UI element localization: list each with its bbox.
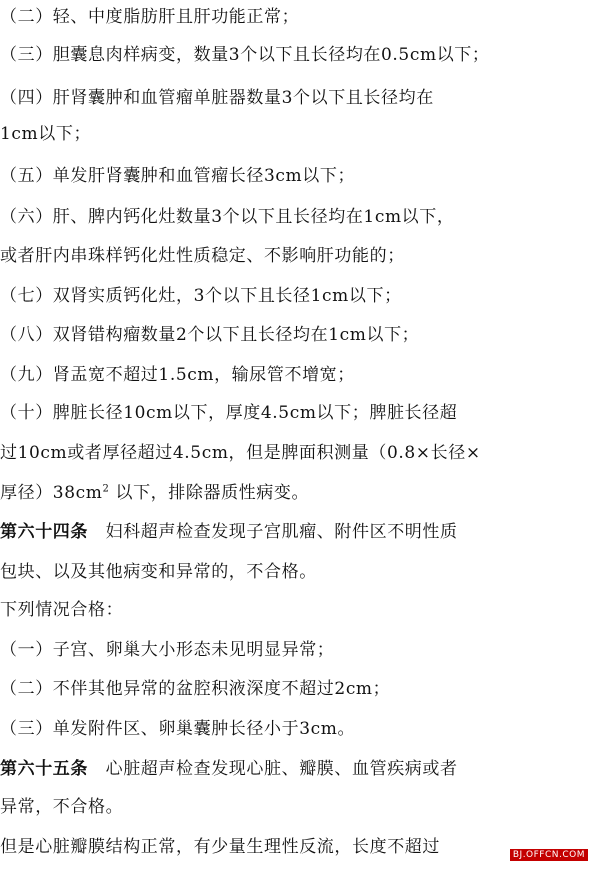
text-line: （六）肝、脾内钙化灶数量3个以下且长径均在1cm以下， bbox=[0, 207, 455, 227]
text-line: （五）单发肝肾囊肿和血管瘤长径3cm以下； bbox=[0, 166, 356, 186]
watermark: BJ.OFFCN.COM bbox=[510, 849, 588, 861]
text-line: （三）胆囊息肉样病变，数量3个以下且长径均在0.5cm以下； bbox=[0, 45, 490, 65]
text-line: 但是心脏瓣膜结构正常，有少量生理性反流，长度不超过 bbox=[0, 837, 440, 857]
page-cut bbox=[0, 861, 594, 871]
text-line: （二）轻、中度脂肪肝且肝功能正常； bbox=[0, 7, 300, 27]
article-text: 心脏超声检查发现心脏、瓣膜、血管疾病或者 bbox=[105, 759, 458, 779]
text-line: 异常，不合格。 bbox=[0, 797, 124, 817]
text-line: （三）单发附件区、卵巢囊肿长径小于3cm。 bbox=[0, 719, 356, 739]
article-text: 妇科超声检查发现子宫肌瘤、附件区不明性质 bbox=[105, 522, 458, 542]
text-fragment: 厚径）38cm bbox=[0, 483, 103, 503]
article-heading-line bbox=[0, 520, 594, 544]
text-line: （二）不伴其他异常的盆腔积液深度不超过2cm； bbox=[0, 679, 391, 699]
text-line: （四）肝肾囊肿和血管瘤单脏器数量3个以下且长径均在 bbox=[0, 88, 434, 108]
article-number: 第六十四条 bbox=[0, 522, 88, 542]
text-line: （九）肾盂宽不超过1.5cm，输尿管不增宽； bbox=[0, 365, 355, 385]
article-heading-line bbox=[0, 757, 594, 781]
text-line: 1cm以下； bbox=[0, 124, 92, 144]
text-line: 下列情况合格： bbox=[0, 600, 124, 620]
article-number: 第六十五条 bbox=[0, 759, 88, 779]
text-line: （十）脾脏长径10cm以下，厚度4.5cm以下；脾脏长径超 bbox=[0, 403, 458, 423]
superscript: 2 bbox=[102, 483, 110, 495]
text-line: （八）双肾错构瘤数量2个以下且长径均在1cm以下； bbox=[0, 325, 420, 345]
text-line: （一）子宫、卵巢大小形态未见明显异常； bbox=[0, 640, 335, 660]
text-line: （七）双肾实质钙化灶，3个以下且长径1cm以下； bbox=[0, 286, 402, 306]
text-line: 过10cm或者厚径超过4.5cm，但是脾面积测量（0.8×长径× bbox=[0, 443, 481, 463]
text-line: 或者肝内串珠样钙化灶性质稳定、不影响肝功能的； bbox=[0, 246, 405, 266]
text-line bbox=[0, 481, 594, 505]
text-fragment: 以下，排除器质性病变。 bbox=[115, 483, 310, 503]
text-line: 包块、以及其他病变和异常的，不合格。 bbox=[0, 562, 317, 582]
